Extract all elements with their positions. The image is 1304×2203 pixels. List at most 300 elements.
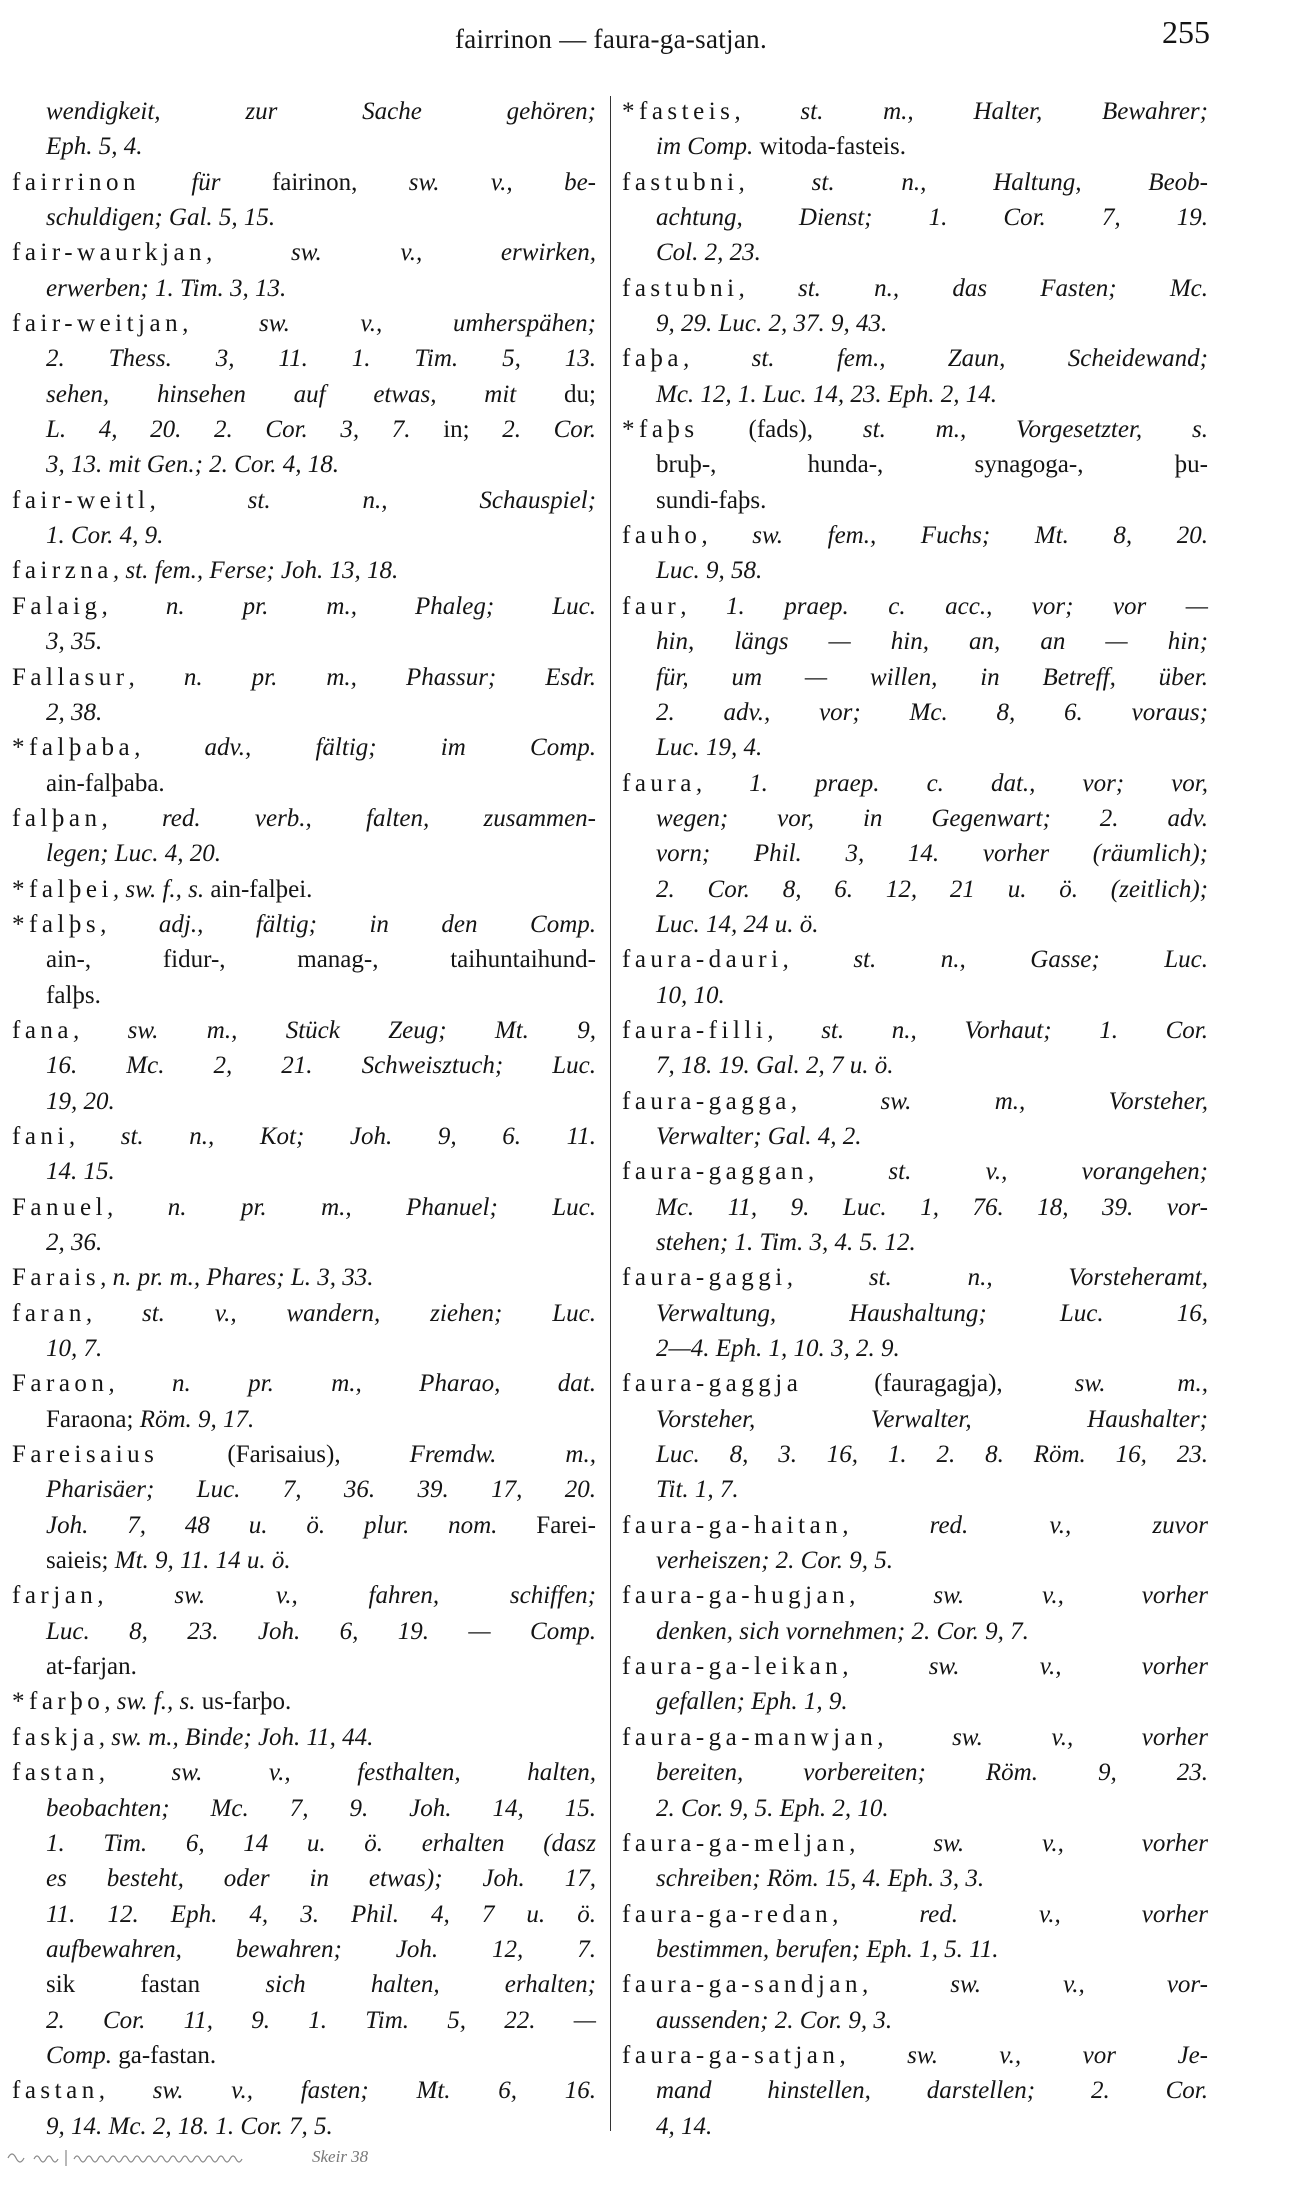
entry-line <box>622 412 1208 447</box>
entry-line <box>12 1013 596 1048</box>
entry-line <box>12 1225 596 1260</box>
entry-line <box>12 730 596 765</box>
italic-gloss: schreiben; Röm. 15, 4. Eph. 3, 3. <box>656 1865 985 1893</box>
gothic-text: fairinon, <box>271 168 409 196</box>
dictionary-entry <box>12 1720 596 1755</box>
entry-line <box>12 2073 596 2108</box>
entry-line <box>12 200 596 235</box>
entry-line <box>622 1614 1208 1649</box>
entry-line <box>622 235 1208 270</box>
dictionary-entry <box>12 872 596 907</box>
entry-line <box>622 1508 1208 1543</box>
italic-gloss: Comp. <box>46 2041 119 2069</box>
gothic-text: saieis; <box>46 1547 115 1575</box>
dictionary-entry <box>12 1260 596 1295</box>
headword: fairzna <box>12 557 113 585</box>
gothic-text: sundi-faþs. <box>656 486 767 514</box>
entry-line <box>622 306 1208 341</box>
entry-line <box>12 1861 596 1896</box>
italic-gloss: , n. pr. m., Pharao, dat. <box>108 1370 596 1398</box>
italic-gloss: 7, 18. 19. Gal. 2, 7 u. ö. <box>656 1052 894 1080</box>
entry-line <box>12 447 596 482</box>
entry-line <box>622 730 1208 765</box>
headword: faura-filli <box>622 1016 768 1044</box>
dictionary-entry <box>622 1366 1208 1507</box>
italic-gloss: , sw. v., fasten; Mt. 6, 16. <box>98 2077 596 2105</box>
entry-line <box>622 447 1208 482</box>
italic-gloss: , red. verb., falten, zusammen- <box>101 804 596 832</box>
entry-line <box>622 1366 1208 1401</box>
dictionary-entry <box>622 271 1208 342</box>
headword: fair-weitjan <box>12 310 183 338</box>
gothic-text: (Farisaius), <box>158 1441 410 1469</box>
dictionary-entry <box>12 1755 596 2073</box>
italic-gloss: , sw. m., Binde; Joh. 11, 44. <box>98 1723 374 1751</box>
headword: Fareisaius <box>12 1441 159 1469</box>
italic-gloss: es besteht, oder in etwas); Joh. 17, <box>46 1865 596 1893</box>
headword: faura-ga-leikan <box>622 1653 843 1681</box>
italic-gloss: , st. n., Vorhaut; 1. Cor. <box>767 1016 1208 1044</box>
gothic-text: Farei- <box>536 1511 596 1539</box>
entry-line <box>622 1932 1208 1967</box>
entry-line <box>622 165 1208 200</box>
entry-line <box>622 1084 1208 1119</box>
italic-gloss: , adj., fältig; in den Comp. <box>100 910 596 938</box>
headword: fastubni <box>622 168 739 196</box>
italic-gloss: Verwalter; Gal. 4, 2. <box>656 1122 862 1150</box>
entry-line <box>12 1755 596 1790</box>
headword: fastan <box>12 1759 99 1787</box>
gothic-text: ga-fastan. <box>118 2041 217 2069</box>
italic-gloss: 10, 7. <box>46 1335 103 1363</box>
dictionary-entry <box>12 1366 596 1437</box>
italic-gloss: 2—4. Eph. 1, 10. 3, 2. 9. <box>656 1335 900 1363</box>
italic-gloss: , st. n., Gasse; Luc. <box>782 946 1208 974</box>
gothic-text: bruþ-, hunda-, synagoga-, þu- <box>656 451 1208 479</box>
headword: Farais <box>12 1264 101 1292</box>
headword: faskja <box>12 1723 99 1751</box>
entry-line <box>622 94 1208 129</box>
entry-line <box>12 907 596 942</box>
dictionary-entry <box>622 1154 1208 1260</box>
headword: fair-weitl <box>12 486 150 514</box>
entry-line <box>622 1755 1208 1790</box>
italic-gloss: , sw. v., erwirken, <box>206 239 596 267</box>
entry-line <box>622 1013 1208 1048</box>
entry-line <box>12 1967 596 2002</box>
entry-line <box>12 2109 596 2144</box>
entry-line <box>12 836 596 871</box>
italic-gloss: 2. Cor. 8, 6. 12, 21 u. ö. (zeitlich); <box>656 875 1208 903</box>
right-column <box>622 94 1208 2144</box>
italic-gloss: hin, längs — hin, an, an — hin; <box>656 628 1208 656</box>
italic-gloss: , st. n., Vorsteheramt, <box>786 1264 1208 1292</box>
entry-line <box>622 942 1208 977</box>
entry-line <box>12 942 596 977</box>
headword: faura-gaggi <box>622 1264 787 1292</box>
italic-gloss: , n. pr. m., Phaleg; Luc. <box>101 592 596 620</box>
entry-line <box>12 271 596 306</box>
entry-line <box>622 271 1208 306</box>
entry-line <box>12 483 596 518</box>
italic-gloss: sich halten, erhalten; <box>265 1971 596 1999</box>
entry-line <box>12 2003 596 2038</box>
italic-gloss: 3, 35. <box>46 628 103 656</box>
dictionary-entry <box>622 1826 1208 1897</box>
headword: fairrinon <box>12 168 140 196</box>
italic-gloss: Mc. 12, 1. Luc. 14, 23. Eph. 2, 14. <box>656 380 997 408</box>
entry-line <box>12 589 596 624</box>
italic-gloss: 1. Cor. 4, 9. <box>46 522 164 550</box>
entry-line <box>12 377 596 412</box>
italic-gloss: aussenden; 2. Cor. 9, 3. <box>656 2006 893 2034</box>
entry-line <box>12 1402 596 1437</box>
entry-line <box>12 1543 596 1578</box>
gothic-text: du; <box>564 380 596 408</box>
italic-gloss: , sw. v., vor Je- <box>839 2041 1208 2069</box>
gothic-text: ain-falþei. <box>210 875 313 903</box>
italic-gloss: , adv., fältig; im Comp. <box>134 734 596 762</box>
headword: faura-ga-hugjan <box>622 1582 850 1610</box>
headword: fana <box>12 1016 74 1044</box>
italic-gloss: 2. Thess. 3, 11. 1. Tim. 5, 13. <box>46 345 596 373</box>
italic-gloss: , n. pr. m., Phanuel; Luc. <box>107 1193 596 1221</box>
italic-gloss: , sw. f., s. <box>104 1688 202 1716</box>
entry-line <box>12 341 596 376</box>
entry-line <box>12 1119 596 1154</box>
italic-gloss: , sw. v., fahren, schiffen; <box>97 1582 596 1610</box>
gothic-text: (fauragagja), <box>802 1370 1075 1398</box>
headword: faura <box>622 769 696 797</box>
entry-line <box>622 801 1208 836</box>
entry-line <box>622 836 1208 871</box>
entry-line <box>622 872 1208 907</box>
headword: fauho <box>622 522 702 550</box>
dictionary-entry <box>12 1190 596 1261</box>
headword: Falaig <box>12 592 102 620</box>
dictionary-entry <box>12 483 596 554</box>
entry-line <box>622 129 1208 164</box>
italic-gloss: sw. v., be- <box>408 168 596 196</box>
dictionary-entry <box>622 1084 1208 1155</box>
dictionary-entry <box>12 306 596 483</box>
italic-gloss: Eph. 5, 4. <box>46 133 143 161</box>
entry-line <box>622 1260 1208 1295</box>
italic-gloss: gefallen; Eph. 1, 9. <box>656 1688 848 1716</box>
dictionary-entry <box>622 1260 1208 1366</box>
dictionary-entry <box>622 412 1208 518</box>
entry-line <box>622 624 1208 659</box>
italic-gloss: 14. 15. <box>46 1158 115 1186</box>
italic-gloss: Röm. 9, 17. <box>139 1405 255 1433</box>
italic-gloss: , sw. f., s. <box>112 875 211 903</box>
italic-gloss: wegen; vor, in Gegenwart; 2. adv. <box>656 804 1208 832</box>
entry-line <box>12 1614 596 1649</box>
entry-line <box>622 1791 1208 1826</box>
entry-line <box>622 907 1208 942</box>
headword: fani <box>12 1122 69 1150</box>
italic-gloss: stehen; 1. Tim. 3, 4. 5. 12. <box>656 1229 916 1256</box>
handwritten-annotation <box>4 2146 368 2168</box>
dictionary-entry <box>12 553 596 588</box>
dictionary-entry <box>12 1013 596 1119</box>
dictionary-entry <box>12 660 596 731</box>
entry-line <box>12 1826 596 1861</box>
headword: faura-ga-manwjan <box>622 1723 878 1751</box>
running-head-title: fairrinon — faura-ga-satjan. <box>454 24 767 54</box>
italic-gloss: für <box>139 168 272 196</box>
gothic-text: us-farþo. <box>201 1688 292 1716</box>
column-divider <box>610 96 611 2131</box>
gothic-text: falþs. <box>46 981 101 1009</box>
entry-line <box>12 2038 596 2073</box>
headword: *faþs <box>622 416 699 444</box>
entry-line <box>12 1578 596 1613</box>
italic-gloss: , st. v., wandern, ziehen; Luc. <box>85 1299 596 1327</box>
italic-gloss: 2. Cor. <box>502 416 596 444</box>
dictionary-entry <box>12 907 596 1013</box>
italic-gloss: , st. fem., Ferse; Joh. 13, 18. <box>112 557 399 585</box>
italic-gloss: denken, sich vornehmen; 2. Cor. 9, 7. <box>656 1617 1029 1645</box>
dictionary-entry <box>12 730 596 801</box>
dictionary-entry <box>622 1720 1208 1826</box>
handwriting-scribble-icon <box>4 2146 304 2168</box>
italic-gloss: bestimmen, berufen; Eph. 1, 5. 11. <box>656 1935 999 1963</box>
entry-line <box>12 1932 596 1967</box>
entry-line <box>12 306 596 341</box>
italic-gloss: 19, 20. <box>46 1087 115 1115</box>
entry-line <box>12 235 596 270</box>
italic-gloss: , sw. m., Stück Zeug; Mt. 9, <box>73 1016 596 1044</box>
entry-line <box>12 129 596 164</box>
dictionary-entry <box>622 589 1208 766</box>
italic-gloss: Verwaltung, Haushaltung; Luc. 16, <box>656 1299 1208 1327</box>
italic-gloss: Tit. 1, 7. <box>656 1476 739 1504</box>
entry-line <box>12 1897 596 1932</box>
entry-line <box>12 1472 596 1507</box>
entry-line <box>622 377 1208 412</box>
entry-line <box>622 1402 1208 1437</box>
dictionary-entry <box>622 766 1208 943</box>
entry-line <box>622 589 1208 624</box>
headword: *falþei <box>12 875 113 903</box>
dictionary-entry <box>12 94 596 165</box>
dictionary-entry <box>622 1578 1208 1649</box>
italic-gloss: 16. Mc. 2, 21. Schweisztuch; Luc. <box>46 1052 596 1080</box>
entry-line <box>12 1366 596 1401</box>
entry-line <box>622 1048 1208 1083</box>
entry-line <box>622 1720 1208 1755</box>
entry-line <box>622 1154 1208 1189</box>
headword: falþan <box>12 804 102 832</box>
italic-gloss: , st. v., vorangehen; <box>807 1158 1208 1186</box>
headword: faþa <box>622 345 684 373</box>
italic-gloss: 4, 14. <box>656 2112 713 2140</box>
dictionary-entry <box>622 165 1208 271</box>
entry-line <box>622 1225 1208 1260</box>
headword: fastan <box>12 2077 99 2105</box>
italic-gloss: Vorsteher, Verwalter, Haushalter; <box>656 1405 1208 1433</box>
entry-line <box>12 1791 596 1826</box>
italic-gloss: 2. Cor. 9, 5. Eph. 2, 10. <box>656 1794 889 1822</box>
entry-line <box>622 2003 1208 2038</box>
italic-gloss: sehen, hinsehen auf etwas, mit <box>46 380 565 408</box>
italic-gloss: , sw. v., festhalten, halten, <box>98 1759 596 1787</box>
headword: faura-ga-satjan <box>622 2041 840 2069</box>
italic-gloss: aufbewahren, bewahren; Joh. 12, 7. <box>46 1935 596 1963</box>
gothic-text: (fads), <box>698 416 863 444</box>
gothic-text: in; <box>443 416 503 444</box>
entry-line <box>622 978 1208 1013</box>
italic-gloss: Luc. 14, 24 u. ö. <box>656 910 819 938</box>
italic-gloss: , sw. v., vorher <box>849 1582 1208 1610</box>
italic-gloss: , sw. v., vorher <box>849 1829 1208 1857</box>
italic-gloss: 1. Tim. 6, 14 u. ö. erhalten (dasz <box>46 1829 596 1857</box>
italic-gloss: 2. adv., vor; Mc. 8, 6. voraus; <box>656 698 1208 726</box>
entry-line <box>12 1048 596 1083</box>
italic-gloss: , sw. m., Vorsteher, <box>790 1087 1208 1115</box>
gothic-text: Faraona; <box>46 1405 140 1433</box>
italic-gloss: , 1. praep. c. dat., vor; vor, <box>695 769 1208 797</box>
dictionary-entry <box>12 1119 596 1190</box>
entry-line <box>12 1684 596 1719</box>
italic-gloss: Fremdw. m., <box>409 1441 596 1469</box>
entry-line <box>12 1508 596 1543</box>
dictionary-entry <box>622 1508 1208 1579</box>
entry-line <box>622 200 1208 235</box>
italic-gloss: , st. n., Kot; Joh. 9, 6. 11. <box>68 1122 596 1150</box>
headword: fair-waurkjan <box>12 239 207 267</box>
italic-gloss: 3, 13. mit Gen.; 2. Cor. 4, 18. <box>46 451 340 479</box>
entry-line <box>12 978 596 1013</box>
entry-line <box>622 341 1208 376</box>
headword: faura-gaggan <box>622 1158 808 1186</box>
italic-gloss: L. 4, 20. 2. Cor. 3, 7. <box>46 416 444 444</box>
entry-line <box>12 1649 596 1684</box>
italic-gloss: schuldigen; Gal. 5, 15. <box>46 204 276 232</box>
entry-line <box>12 1084 596 1119</box>
italic-gloss: 11. 12. Eph. 4, 3. Phil. 4, 7 u. ö. <box>46 1900 596 1928</box>
headword: Fanuel <box>12 1193 108 1221</box>
headword: faura-ga-haitan <box>622 1511 843 1539</box>
headword: fastubni <box>622 274 739 302</box>
entry-line <box>622 1649 1208 1684</box>
entry-line <box>12 1190 596 1225</box>
gothic-text: at-farjan. <box>46 1653 137 1681</box>
entry-line <box>622 766 1208 801</box>
dictionary-entry <box>622 94 1208 165</box>
italic-gloss: , st. fem., Zaun, Scheidewand; <box>683 345 1208 373</box>
entry-line <box>12 660 596 695</box>
gothic-text: ain-falþaba. <box>46 769 165 797</box>
italic-gloss: 9, 14. Mc. 2, 18. 1. Cor. 7, 5. <box>46 2112 333 2140</box>
italic-gloss: Pharisäer; Luc. 7, 36. 39. 17, 20. <box>46 1476 596 1504</box>
entry-line <box>622 1472 1208 1507</box>
italic-gloss: Luc. 19, 4. <box>656 734 763 762</box>
entry-line <box>12 1331 596 1366</box>
entry-line <box>622 483 1208 518</box>
italic-gloss: , sw. v., umherspähen; <box>182 310 596 338</box>
handwritten-note-text: Skeir 38 <box>312 2147 369 2166</box>
dictionary-entry <box>622 942 1208 1013</box>
italic-gloss: Luc. 9, 58. <box>656 557 763 585</box>
dictionary-entry <box>12 801 596 872</box>
entry-line <box>12 518 596 553</box>
entry-line <box>622 1296 1208 1331</box>
headword: Faraon <box>12 1370 109 1398</box>
italic-gloss: verheiszen; 2. Cor. 9, 5. <box>656 1547 894 1575</box>
italic-gloss: Luc. 8, 3. 16, 1. 2. 8. Röm. 16, 23. <box>656 1441 1208 1469</box>
italic-gloss: vorn; Phil. 3, 14. vorher (räumlich); <box>656 840 1208 868</box>
italic-gloss: , n. pr. m., Phares; L. 3, 33. <box>100 1264 374 1292</box>
dictionary-entry <box>12 1437 596 1578</box>
entry-line <box>12 94 596 129</box>
dictionary-entry <box>12 1578 596 1684</box>
dictionary-entry <box>622 2038 1208 2144</box>
headword: faura-dauri <box>622 946 783 974</box>
italic-gloss: legen; Luc. 4, 20. <box>46 840 221 868</box>
italic-gloss: , sw. v., vorher <box>842 1653 1208 1681</box>
italic-gloss: Joh. 7, 48 u. ö. plur. nom. <box>46 1511 537 1539</box>
entry-line <box>12 412 596 447</box>
headword: Fallasur <box>12 663 129 691</box>
italic-gloss: beobachten; Mc. 7, 9. Joh. 14, 15. <box>46 1794 596 1822</box>
headword: faura-gaggja <box>622 1370 803 1398</box>
headword: *falþs <box>12 910 101 938</box>
entry-line <box>12 872 596 907</box>
entry-line <box>12 695 596 730</box>
entry-line <box>622 2109 1208 2144</box>
entry-line <box>12 1260 596 1295</box>
italic-gloss: 2, 36. <box>46 1229 103 1256</box>
italic-gloss: bereiten, vorbereiten; Röm. 9, 23. <box>656 1759 1208 1787</box>
headword: faura-ga-redan <box>622 1900 833 1928</box>
italic-gloss: , red. v., zuvor <box>842 1511 1208 1539</box>
entry-line <box>622 518 1208 553</box>
entry-line <box>622 1897 1208 1932</box>
headword: faur <box>622 592 681 620</box>
headword: faura-ga-sandjan <box>622 1971 862 1999</box>
dictionary-entry <box>12 1684 596 1719</box>
entry-line <box>622 1578 1208 1613</box>
entry-line <box>12 165 596 200</box>
dictionary-entry <box>622 1967 1208 2038</box>
entry-line <box>622 660 1208 695</box>
italic-gloss: , red. v., vorher <box>832 1900 1208 1928</box>
entry-line <box>12 1296 596 1331</box>
entry-line <box>622 1119 1208 1154</box>
gothic-text: witoda-fasteis. <box>759 133 906 161</box>
italic-gloss: , sw. v., vor- <box>861 1971 1208 1999</box>
headword: *fasteis <box>622 98 735 125</box>
dictionary-entry <box>12 1296 596 1367</box>
italic-gloss: Col. 2, 23. <box>656 239 761 267</box>
entry-line <box>622 695 1208 730</box>
italic-gloss: , st. m., Halter, Bewahrer; <box>734 98 1208 125</box>
dictionary-entry <box>12 235 596 306</box>
entry-line <box>622 2038 1208 2073</box>
headword: *farþo <box>12 1688 105 1716</box>
dictionary-entry <box>12 589 596 660</box>
entry-line <box>622 1967 1208 2002</box>
italic-gloss: , st. n., Schauspiel; <box>149 486 596 514</box>
headword: faura-gagga <box>622 1087 791 1115</box>
entry-line <box>622 1684 1208 1719</box>
italic-gloss: , 1. praep. c. acc., vor; vor — <box>680 592 1208 620</box>
page-number: 255 <box>1162 14 1210 50</box>
italic-gloss: im Comp. <box>656 133 760 161</box>
headword: *falþaba <box>12 734 135 762</box>
